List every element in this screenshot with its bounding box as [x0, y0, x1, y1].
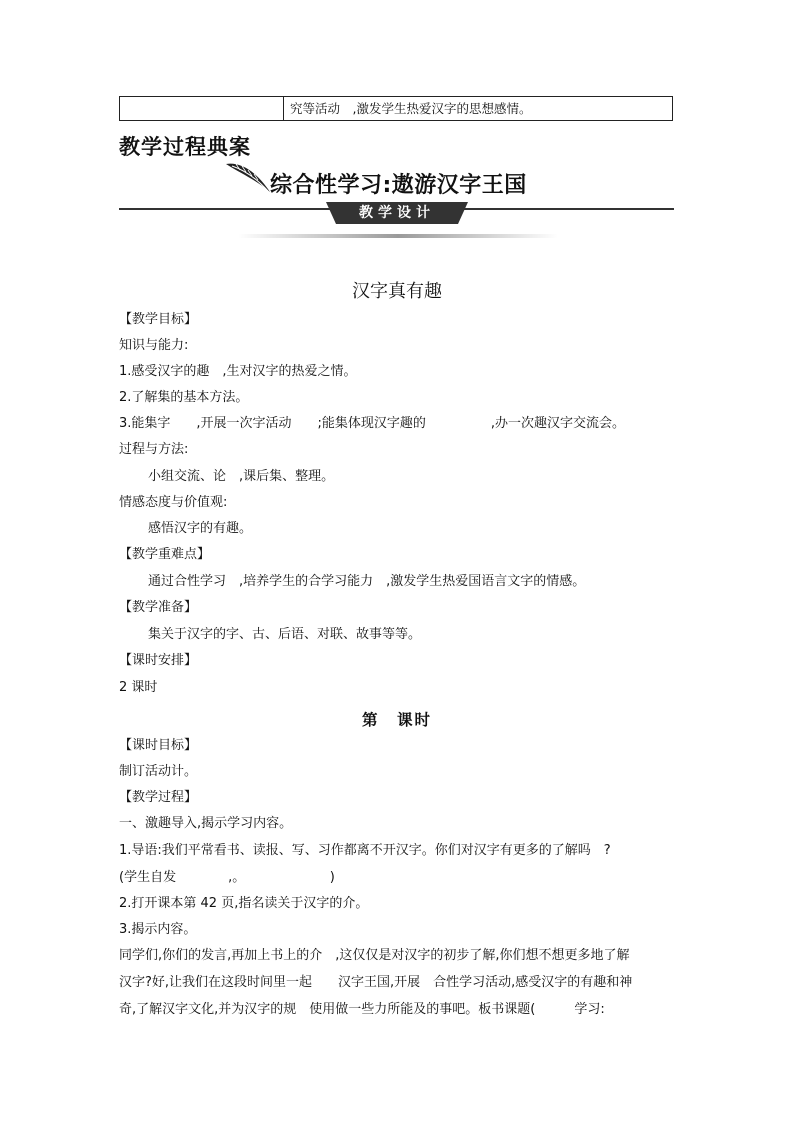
schedule-text: 2 课时 [119, 680, 158, 695]
paragraph-line-2: 汉字?好,让我们在这段时间里一起 汉字王国,开展 合性学习活动,感受汉字的有趣和神 [119, 975, 633, 990]
preparation-text: 集关于汉字的字、古、后语、对联、故事等等。 [148, 627, 422, 642]
document-title: 汉字真有趣 [352, 281, 442, 302]
lesson-goal-text: 制订活动计。 [119, 764, 198, 779]
procedure-item-2: 2.打开课本第 42 页,指名读关于汉字的介。 [119, 896, 369, 911]
attitude-text: 感悟汉字的有趣。 [148, 521, 253, 536]
step-one: 一、激趣导入,揭示学习内容。 [119, 816, 293, 831]
paragraph-line-3: 奇,了解汉字文化,并为汉字的规 使用做一些力所能及的事吧。板书课题( 学习: [119, 1002, 605, 1017]
objective-3: 3.能集字 ,开展一次字活动 ;能集体现汉字趣的 ,办一次趣汉字交流会。 [119, 416, 626, 431]
process-text: 小组交流、论 ,课后集、整理。 [148, 469, 335, 484]
table-cell-text: 究等活动 ,激发学生热爱汉字的思想感情。 [290, 101, 532, 116]
keypoints-text: 通过合性学习 ,培养学生的合学习能力 ,激发学生热爱国语言文字的情感。 [148, 574, 586, 589]
procedure-item-3: 3.揭示内容。 [119, 922, 197, 937]
paragraph-line-1: 同学们,你们的发言,再加上书上的介 ,这仅仅是对汉字的初步了解,你们想不想更多地了解 [119, 948, 630, 963]
quill-icon [224, 158, 274, 198]
preparation-heading: 【教学准备】 [119, 600, 198, 615]
knowledge-heading: 知识与能力: [119, 338, 189, 353]
procedure-item-1: 1.导语:我们平常看书、读报、写、习作都离不开汉字。你们对汉字有更多的了解吗 ? [119, 843, 611, 858]
process-heading: 过程与方法: [119, 442, 189, 457]
procedure-item-1-note: (学生自发 ,。 ) [119, 870, 335, 885]
shadow-divider [238, 234, 558, 238]
keypoints-heading: 【教学重难点】 [119, 547, 211, 562]
section-title: 教学过程典案 [119, 135, 251, 159]
objectives-heading: 【教学目标】 [119, 312, 198, 327]
objective-2: 2.了解集的基本方法。 [119, 390, 249, 405]
top-table-strip [119, 96, 673, 121]
procedure-heading: 【教学过程】 [119, 790, 198, 805]
attitude-heading: 情感态度与价值观: [119, 495, 228, 510]
design-tab-label: 教学设计 [359, 205, 435, 221]
lesson-heading: 综合性学习:遨游汉字王国 [270, 173, 527, 198]
table-cell-empty [120, 97, 284, 120]
first-lesson-title: 第 课时 [361, 711, 432, 729]
schedule-heading: 【课时安排】 [119, 653, 198, 668]
objective-1: 1.感受汉字的趣 ,生对汉字的热爱之情。 [119, 364, 357, 379]
lesson-goal-heading: 【课时目标】 [119, 738, 198, 753]
